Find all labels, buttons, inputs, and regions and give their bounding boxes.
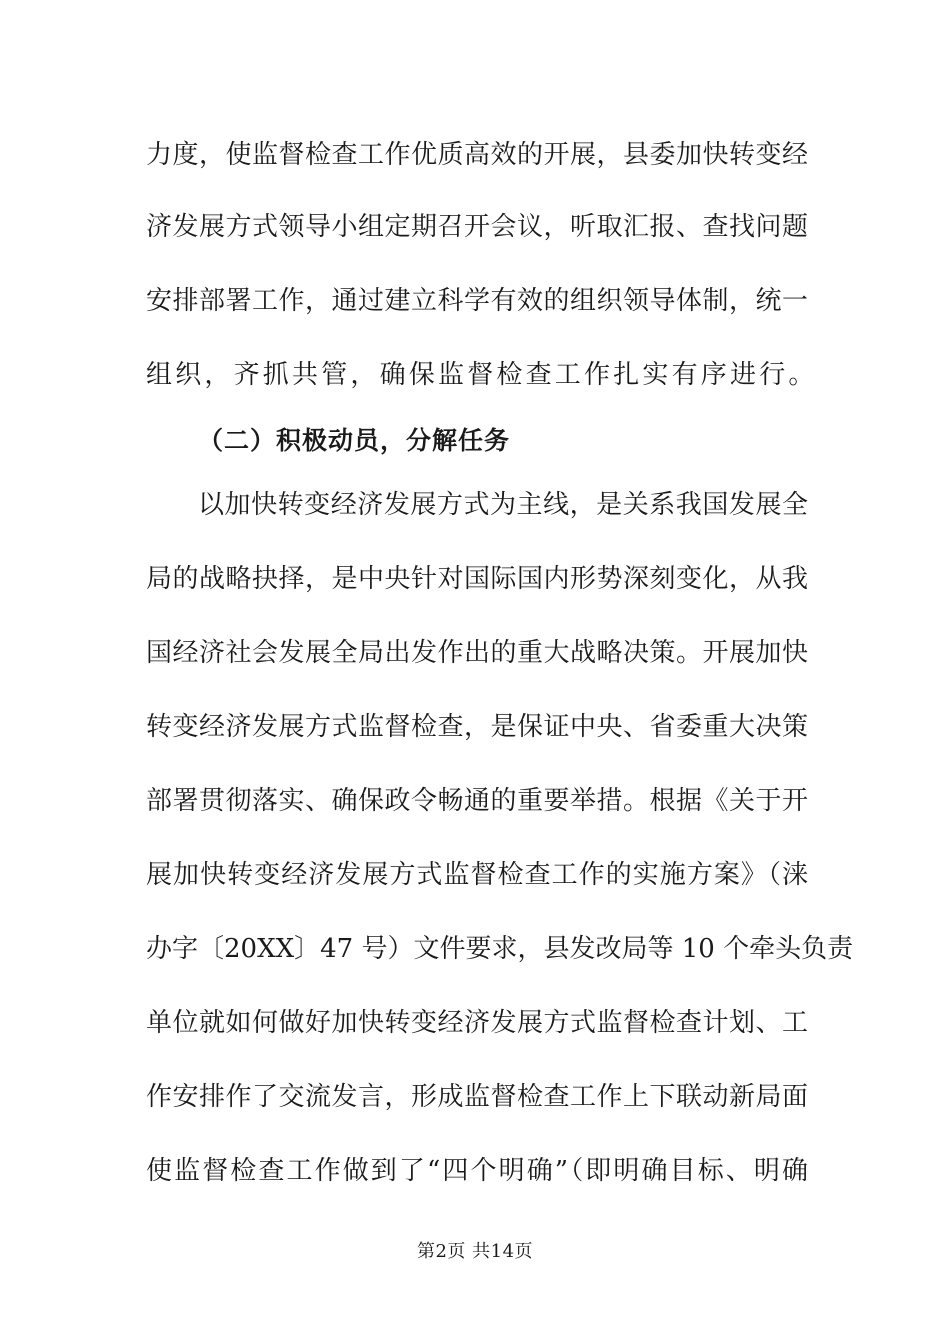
section-heading: （二）积极动员，分解任务: [198, 426, 511, 455]
paragraph-line: 安排部署工作，通过建立科学有效的组织领导体制，统一: [146, 286, 808, 316]
paragraph-line: 使监督检查工作做到了“四个明确”（即明确目标、明确: [146, 1156, 808, 1186]
paragraph-line: 作安排作了交流发言，形成监督检查工作上下联动新局面: [146, 1082, 808, 1112]
paragraph-line: 济发展方式领导小组定期召开会议，听取汇报、查找问题: [146, 212, 808, 242]
page-footer: 第2页 共14页: [416, 1241, 534, 1262]
paragraph-line: 力度，使监督检查工作优质高效的开展，县委加快转变经: [146, 140, 808, 170]
paragraph-line: 组织，齐抓共管，确保监督检查工作扎实有序进行。: [146, 360, 818, 390]
paragraph-line: 部署贯彻落实、确保政令畅通的重要举措。根据《关于开: [146, 786, 808, 816]
paragraph-line: 单位就如何做好加快转变经济发展方式监督检查计划、工: [146, 1008, 808, 1038]
paragraph-line: 国经济社会发展全局出发作出的重大战略决策。开展加快: [146, 638, 808, 668]
paragraph-line: 转变经济发展方式监督检查，是保证中央、省委重大决策: [146, 712, 808, 742]
paragraph-line: 以加快转变经济发展方式为主线，是关系我国发展全: [198, 490, 808, 520]
paragraph-line: 局的战略抉择，是中央针对国际国内形势深刻变化，从我: [146, 564, 808, 594]
paragraph-line: 办字〔20XX〕47 号）文件要求，县发改局等 10 个牵头负责: [146, 934, 854, 964]
paragraph-line: 展加快转变经济发展方式监督检查工作的实施方案》（涞: [146, 860, 808, 890]
